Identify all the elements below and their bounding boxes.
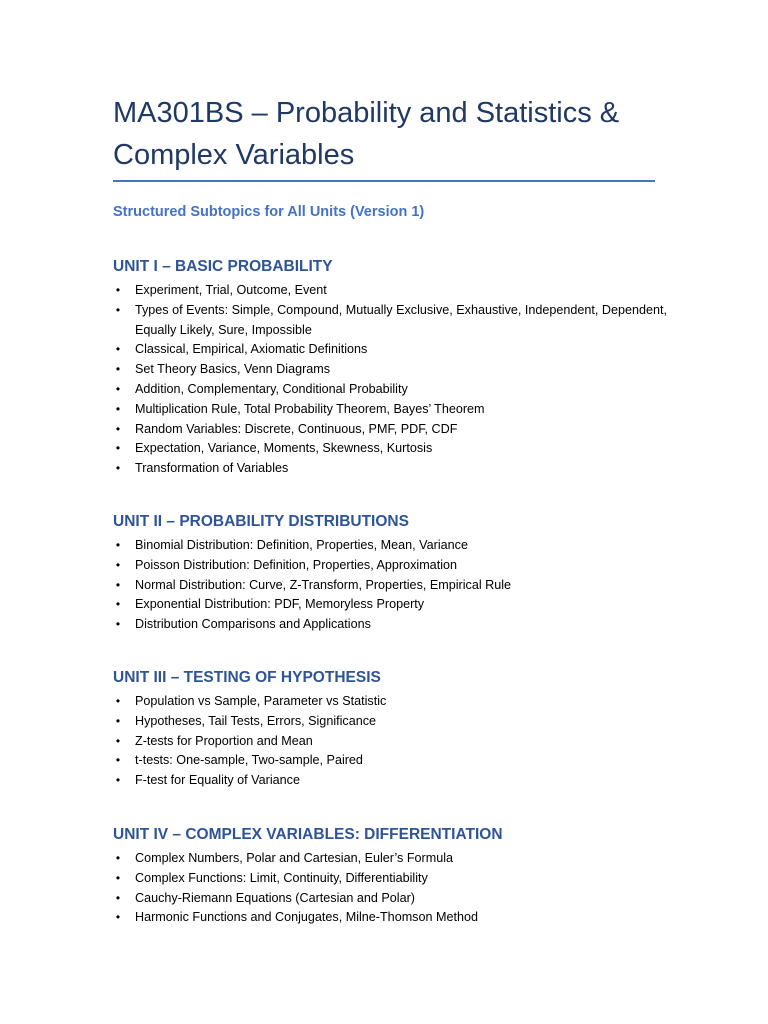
topic-item <box>113 732 673 752</box>
topic-text: Cauchy-Riemann Equations (Cartesian and Polar) <box>135 890 416 905</box>
unit-2-topic-list <box>113 536 673 635</box>
bullet-icon: • <box>115 617 121 632</box>
topic-item <box>113 380 673 400</box>
topic-text: Exponential Distribution: PDF, Memoryless Property <box>135 597 425 612</box>
topic-item <box>113 301 673 341</box>
topic-item <box>113 595 673 615</box>
unit-2-heading: UNIT II – PROBABILITY DISTRIBUTIONS <box>113 513 409 530</box>
bullet-icon: • <box>115 713 121 728</box>
topic-item <box>113 771 673 791</box>
topic-text: Binomial Distribution: Definition, Properties, Mean, Variance <box>135 538 468 552</box>
topic-item <box>113 536 673 556</box>
topic-text: Complex Functions: Limit, Continuity, Differentiability <box>135 870 428 885</box>
bullet-icon: • <box>115 597 121 612</box>
topic-item <box>113 908 673 928</box>
topic-text: Experiment, Trial, Outcome, Event <box>135 283 327 297</box>
bullet-icon: • <box>115 362 121 377</box>
topic-item <box>113 400 673 420</box>
topic-item <box>113 459 673 479</box>
topic-item <box>113 615 673 635</box>
topic-text: t-tests: One-sample, Two-sample, Paired <box>135 753 363 768</box>
topic-text: Types of Events: Simple, Compound, Mutually Exclusive, Exhaustive, Independent, Dependent, Equally Likely, Sure, Impossible <box>135 302 668 337</box>
unit-3-heading: UNIT III – TESTING OF HYPOTHESIS <box>113 669 381 686</box>
topic-item <box>113 281 673 301</box>
topic-text: Poisson Distribution: Definition, Properties, Approximation <box>135 557 457 572</box>
bullet-icon: • <box>115 538 121 552</box>
bullet-icon: • <box>115 870 121 885</box>
bullet-icon: • <box>115 753 121 768</box>
unit-3-section <box>113 668 673 791</box>
topic-item <box>113 439 673 459</box>
topic-item <box>113 340 673 360</box>
topic-item <box>113 692 673 712</box>
topic-text: Z-tests for Proportion and Mean <box>135 733 313 748</box>
bullet-icon: • <box>115 694 121 708</box>
topic-item <box>113 712 673 732</box>
topic-text: Classical, Empirical, Axiomatic Definitions <box>135 342 368 357</box>
topic-text: Distribution Comparisons and Applications <box>135 617 371 632</box>
topic-item <box>113 556 673 576</box>
topic-text: Random Variables: Discrete, Continuous, PMF, PDF, CDF <box>135 421 458 436</box>
unit-3-topic-list <box>113 692 673 791</box>
topic-text: Addition, Complementary, Conditional Probability <box>135 381 408 396</box>
topic-item <box>113 360 673 380</box>
topic-text: Multiplication Rule, Total Probability Theorem, Bayes’ Theorem <box>135 401 485 416</box>
bullet-icon: • <box>115 401 121 416</box>
topic-text: Complex Numbers, Polar and Cartesian, Euler’s Formula <box>135 851 454 865</box>
document-subtitle: Structured Subtopics for All Units (Version 1) <box>113 204 425 220</box>
topic-item <box>113 849 673 869</box>
bullet-icon: • <box>115 421 121 436</box>
bullet-icon: • <box>115 441 121 456</box>
bullet-icon: • <box>115 557 121 572</box>
topic-text: Expectation, Variance, Moments, Skewness, Kurtosis <box>135 441 433 456</box>
bullet-icon: • <box>115 283 121 297</box>
bullet-icon: • <box>115 910 121 925</box>
bullet-icon: • <box>115 302 121 317</box>
bullet-icon: • <box>115 851 121 865</box>
bullet-icon: • <box>115 577 121 592</box>
topic-text: Harmonic Functions and Conjugates, Milne-Thomson Method <box>135 910 478 925</box>
topic-text: Normal Distribution: Curve, Z-Transform, Properties, Empirical Rule <box>135 577 512 592</box>
bullet-icon: • <box>115 890 121 905</box>
bullet-icon: • <box>115 461 121 476</box>
topic-text: Population vs Sample, Parameter vs Statistic <box>135 694 387 708</box>
topic-item <box>113 751 673 771</box>
topic-item <box>113 889 673 909</box>
unit-4-section <box>113 825 673 928</box>
unit-4-topic-list <box>113 849 673 928</box>
title-underline <box>113 180 655 182</box>
unit-1-topic-list <box>113 281 673 479</box>
bullet-icon: • <box>115 342 121 357</box>
topic-text: Set Theory Basics, Venn Diagrams <box>135 362 331 377</box>
topic-text: Transformation of Variables <box>135 461 289 476</box>
unit-1-heading: UNIT I – BASIC PROBABILITY <box>113 258 333 275</box>
topic-item <box>113 576 673 596</box>
topic-text: F-test for Equality of Variance <box>135 773 300 788</box>
document-title: MA301BS – Probability and Statistics & Complex Variables <box>113 97 620 171</box>
bullet-icon: • <box>115 733 121 748</box>
topic-item <box>113 869 673 889</box>
unit-2-section <box>113 512 673 635</box>
unit-1-section <box>113 257 673 479</box>
unit-4-heading: UNIT IV – COMPLEX VARIABLES: DIFFERENTIATION <box>113 826 503 843</box>
bullet-icon: • <box>115 773 121 788</box>
bullet-icon: • <box>115 381 121 396</box>
topic-item <box>113 420 673 440</box>
topic-text: Hypotheses, Tail Tests, Errors, Significance <box>135 713 377 728</box>
